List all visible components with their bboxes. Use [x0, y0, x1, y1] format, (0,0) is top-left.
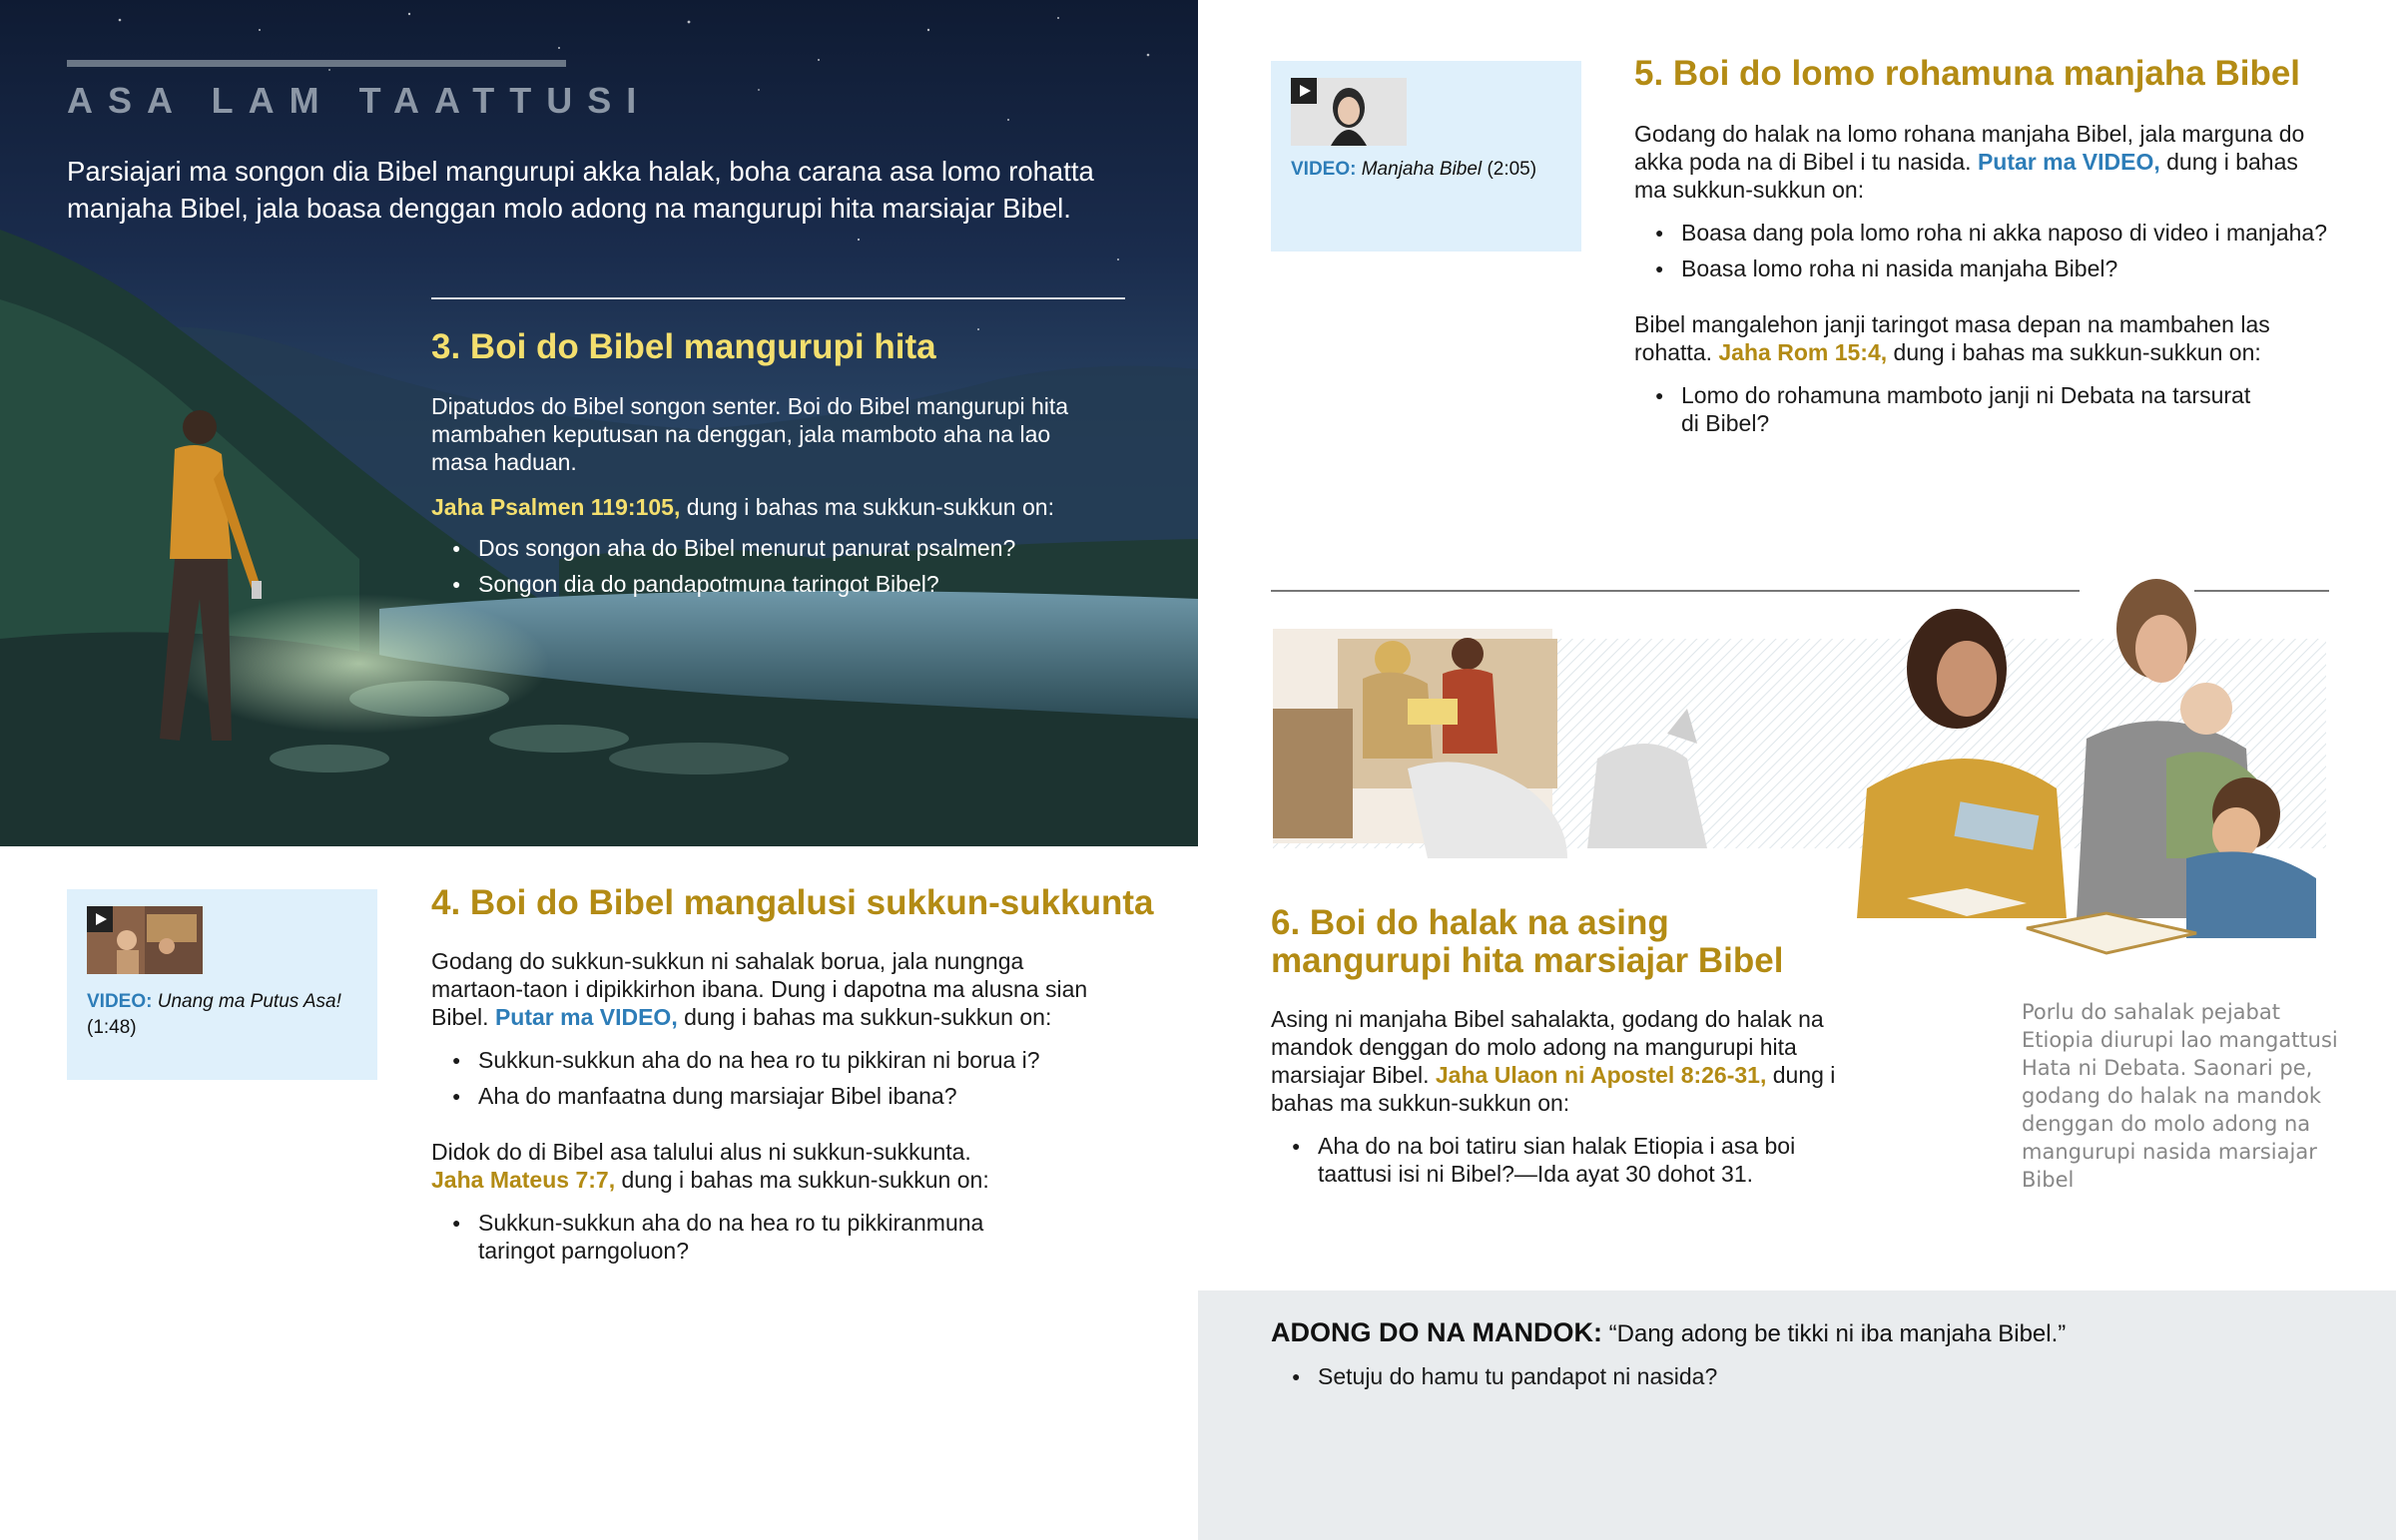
question-item: ● Boasa dang pola lomo roha ni akka naposo di video i manjaha? [1634, 219, 2373, 247]
question-item: ● Aha do manfaatna dung marsiajar Bibel ibana? [431, 1082, 1130, 1110]
illustration-caption: Porlu do sahalak pejabat Etiopia diurupi lao mangattusi Hata ni Debata. Saonari pe, godang do halak na mandok denggan do molo adong na mangurupi nasida marsiajar Bibel [2022, 1000, 2338, 1192]
reading-instruction: dung i bahas ma sukkun-sukkun on: [680, 494, 1054, 520]
video-caption: VIDEO: Manjaha Bibel (2:05) [1291, 159, 1537, 180]
play-video-link[interactable]: Putar ma VIDEO, [1977, 149, 2160, 175]
objection-questions [1271, 1362, 2070, 1398]
section-4-paragraph-2: Didok do di Bibel asa talului alus ni sukkun-sukkunta. Jaha Mateus 7:7, dung i bahas ma sukkun-sukkun on: [431, 1139, 989, 1193]
scripture-reference[interactable]: Jaha Rom 15:4, [1718, 339, 1888, 365]
question-item: ● Songon dia do pandapotmuna taringot Bibel? [431, 570, 1150, 598]
play-video-link[interactable]: Putar ma VIDEO, [494, 1004, 678, 1030]
section-3-body: Dipatudos do Bibel songon senter. Boi do Bibel mangurupi hita mambahen keputusan na denggan, jala mamboto aha na lao masa haduan. [431, 393, 1069, 475]
video-card-section-4[interactable] [67, 889, 377, 1080]
objection-label: ADONG DO NA MANDOK: [1271, 1317, 1602, 1347]
objection-quote: “Dang adong be tikki ni iba manjaha Bibel.” [1601, 1320, 2067, 1347]
section-3-questions [431, 534, 1150, 606]
section-4-questions-1 [431, 1046, 1130, 1118]
question-item: ● Lomo do rohamuna mamboto janji ni Debata na tarsurat di Bibel? [1634, 381, 2273, 437]
video-title: Unang ma Putus Asa! [157, 991, 341, 1012]
objection-line [1271, 1316, 2369, 1350]
video-card-section-5[interactable] [1271, 61, 1581, 252]
section-6-questions [1271, 1132, 1870, 1196]
play-icon[interactable] [1291, 78, 1317, 104]
section-5-questions-2 [1634, 381, 2273, 445]
question-item: ● Boasa lomo roha ni nasida manjaha Bibel? [1634, 255, 2373, 282]
video-title: Manjaha Bibel [1361, 159, 1483, 180]
objection-box [1198, 1290, 2396, 1540]
play-icon[interactable] [87, 906, 113, 932]
section-4-title: 4. Boi do Bibel mangalusi sukkun-sukkunta [431, 883, 1154, 922]
question-item: ● Aha do na boi tatiru sian halak Etiopia i asa boi taattusi isi ni Bibel?—Ida ayat 30 dohot 31. [1271, 1132, 1870, 1188]
section-5-paragraph-1: Godang do halak na lomo rohana manjaha Bibel, jala marguna do akka poda na di Bibel i tu nasida. Putar ma VIDEO, dung i bahas ma sukkun-sukkun on: [1634, 121, 2305, 203]
question-item: ● Dos songon aha do Bibel menurut panurat psalmen? [431, 534, 1150, 562]
question-item: ● Sukkun-sukkun aha do na hea ro tu pikkiran ni borua i? [431, 1046, 1130, 1074]
section-kicker: ASA LAM TAATTUSI [67, 80, 652, 121]
section-4-questions-2 [431, 1209, 1030, 1273]
scripture-reference[interactable]: Jaha Ulaon ni Apostel 8:26-31, [1435, 1062, 1767, 1088]
scripture-reference[interactable]: Jaha Mateus 7:7, [431, 1167, 616, 1193]
section-6-paragraph: Asing ni manjaha Bibel sahalakta, godang do halak na mandok denggan do molo adong na mangurupi hita marsiajar Bibel. Jaha Ulaon ni Apostel 8:26-31, dung i bahas ma sukkun-sukkun on: [1271, 1006, 1836, 1116]
section-3-title: 3. Boi do Bibel mangurupi hita [431, 327, 936, 366]
question-item: ● Sukkun-sukkun aha do na hea ro tu pikkiranmuna taringot parngoluon? [431, 1209, 1030, 1265]
section-5-title: 5. Boi do lomo rohamuna manjaha Bibel [1634, 54, 2301, 93]
scripture-reference[interactable]: Jaha Psalmen 119:105, [431, 494, 681, 520]
study-group [1857, 579, 2316, 953]
section-3-rule [431, 297, 1125, 299]
question-item: ● Setuju do hamu tu pandapot ni nasida? [1271, 1362, 2070, 1390]
video-caption: VIDEO: Unang ma Putus Asa! (1:48) [87, 991, 341, 1038]
video-duration: (1:48) [87, 1017, 137, 1038]
hero-night-panel [0, 0, 1198, 846]
section-4-paragraph-1: Godang do sukkun-sukkun ni sahalak borua, jala nungnga martaon-taon i dipikkirhon ibana. Dung i dapotna ma alusna sian Bibel. Putar ma VIDEO, dung i bahas ma sukkun-sukkun on: [431, 948, 1088, 1030]
video-duration: (2:05) [1487, 159, 1537, 180]
section-6-title: 6. Boi do halak na asing mangurupi hita marsiajar Bibel [1271, 903, 1784, 980]
intro-paragraph: Parsiajari ma songon dia Bibel mangurupi akka halak, boha carana asa lomo rohatta manjaha Bibel, jala boasa denggan molo adong na mangurupi hita marsiajar Bibel. [67, 156, 1094, 224]
section-5-paragraph-2: Bibel mangalehon janji taringot masa depan na mambahen las rohatta. Jaha Rom 15:4, dung i bahas ma sukkun-sukkun on: [1634, 311, 2270, 365]
section-5-questions-1 [1634, 219, 2373, 290]
section-3-reading [431, 493, 1130, 521]
kicker-rule [67, 60, 566, 67]
